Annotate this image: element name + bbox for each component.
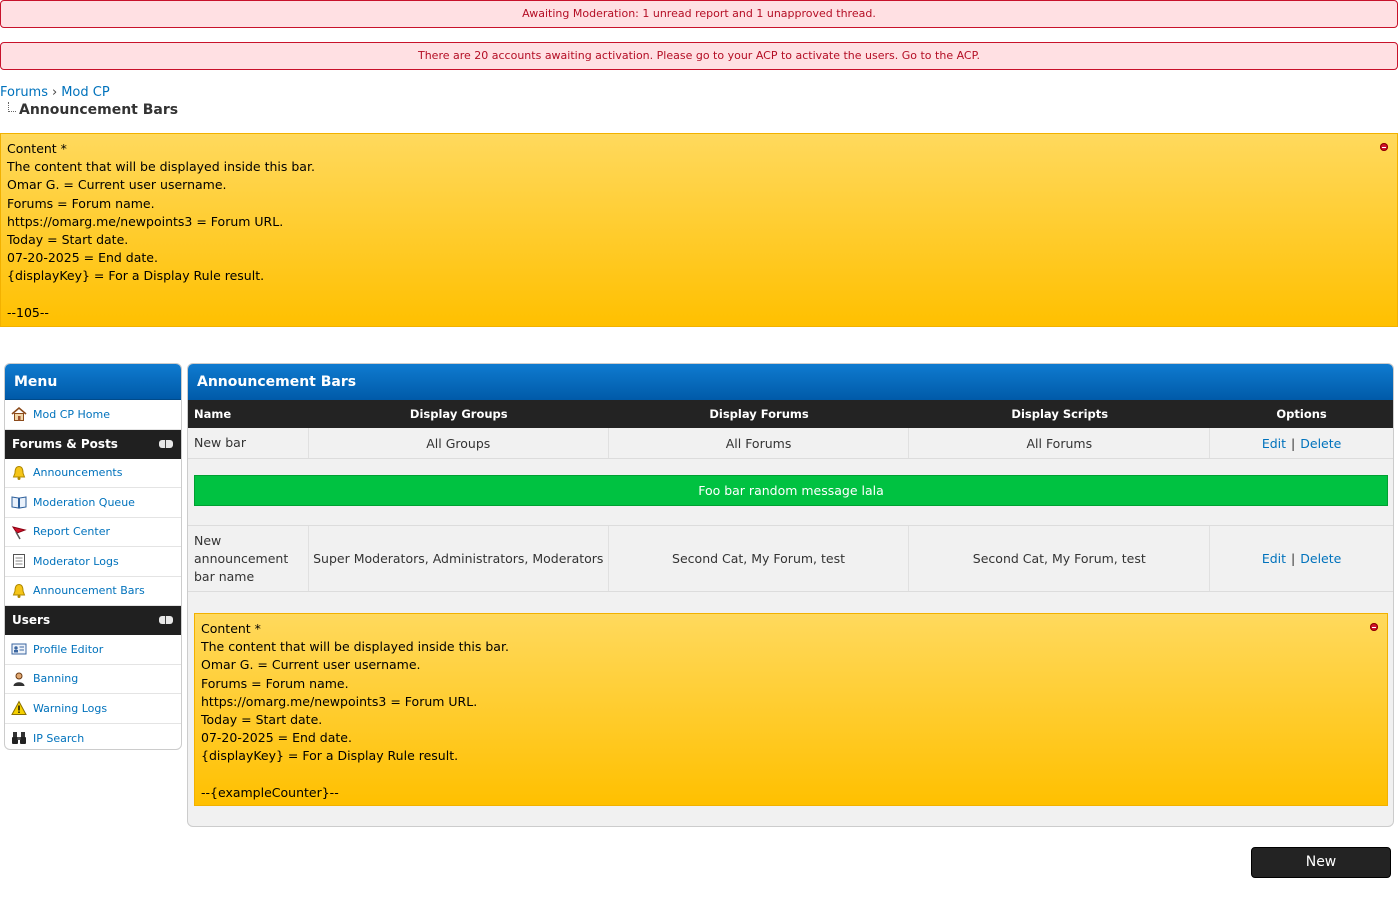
announcement-line: 07-20-2025 = End date. <box>201 730 352 746</box>
panel-title: Announcement Bars <box>188 364 1393 400</box>
menu-category-users[interactable] <box>5 606 181 635</box>
announcement-preview-bar: Foo bar random message lala <box>194 475 1388 506</box>
page-title: Announcement Bars <box>19 102 179 118</box>
table-row <box>188 525 1393 592</box>
menu-item-label[interactable]: Profile Editor <box>33 642 104 656</box>
delete-link[interactable]: Delete <box>1300 551 1342 566</box>
breadcrumb-tree-line <box>8 102 16 112</box>
announcement-line: --105-- <box>7 304 49 320</box>
collapse-toggle-icon[interactable] <box>159 440 173 448</box>
binoculars-icon <box>10 730 27 747</box>
dismiss-icon[interactable] <box>1380 143 1388 151</box>
cell-options <box>1210 526 1393 591</box>
announcement-line: Omar G. = Current user username. <box>201 657 421 673</box>
menu-category-forums-posts[interactable] <box>5 430 181 459</box>
cell-groups: All Groups <box>309 428 609 458</box>
column-header-name: Name <box>194 407 232 421</box>
collapse-toggle-icon[interactable] <box>159 616 173 624</box>
menu-item-announcements[interactable] <box>5 459 181 489</box>
menu-item-warning-logs[interactable] <box>5 694 181 724</box>
announcement-line: Omar G. = Current user username. <box>7 177 227 193</box>
announcement-line: Content * <box>201 621 261 636</box>
log-icon <box>10 553 27 570</box>
menu-item-label[interactable]: Report Center <box>33 525 110 539</box>
breadcrumb <box>0 85 110 100</box>
table-header <box>188 400 1393 428</box>
column-header-forums: Display Forums <box>709 407 809 421</box>
cell-scripts: All Forums <box>909 428 1210 458</box>
table-row <box>188 428 1393 459</box>
column-header-groups: Display Groups <box>409 407 508 421</box>
cell-scripts: Second Cat, My Forum, test <box>909 526 1210 591</box>
announcement-line: Forums = Forum name. <box>7 195 155 211</box>
modcp-menu <box>4 363 182 750</box>
menu-item-label[interactable]: Banning <box>33 672 79 686</box>
menu-item-profile-editor[interactable] <box>5 635 181 665</box>
options-separator: | <box>1291 435 1296 451</box>
announcement-line <box>7 286 1391 304</box>
announcement-bar-top <box>0 133 1398 327</box>
column-header-scripts: Display Scripts <box>1011 407 1109 421</box>
edit-link[interactable]: Edit <box>1261 435 1287 451</box>
cell-name: New announcement bar name <box>188 526 309 591</box>
menu-item-announcement-bars[interactable] <box>5 577 181 607</box>
announcement-line: Today = Start date. <box>7 231 129 247</box>
menu-item-report-center[interactable] <box>5 518 181 548</box>
menu-item-label[interactable]: Announcement Bars <box>33 584 145 598</box>
dismiss-icon[interactable] <box>1370 623 1378 631</box>
new-announcement-button[interactable]: New Announcement <box>1251 847 1391 878</box>
preview-row <box>188 459 1393 525</box>
cell-forums: All Forums <box>609 428 910 458</box>
announcement-line: {displayKey} = For a Display Rule result. <box>7 268 265 284</box>
column-header-options: Options <box>1276 407 1327 421</box>
activation-notice <box>0 42 1398 70</box>
breadcrumb-forums-link[interactable]: Forums <box>0 85 48 100</box>
cell-forums: Second Cat, My Forum, test <box>609 526 910 591</box>
announcement-line: Today = Start date. <box>201 711 323 727</box>
menu-item-label[interactable]: IP Search <box>33 731 85 745</box>
menu-category-title: Forums & Posts <box>12 436 118 451</box>
house-icon <box>10 406 27 423</box>
menu-item-label[interactable]: Moderation Queue <box>33 495 135 509</box>
menu-title: Menu <box>5 364 181 400</box>
announcement-line: --{exampleCounter}-- <box>201 784 339 800</box>
announcement-line: https://omarg.me/newpoints3 = Forum URL. <box>201 693 478 709</box>
breadcrumb-modcp-link[interactable]: Mod CP <box>61 85 110 100</box>
profile-card-icon <box>10 641 27 658</box>
announcement-line <box>201 766 1381 784</box>
announcement-line: The content that will be displayed inside this bar. <box>7 159 315 175</box>
bell-icon <box>10 582 27 599</box>
announcement-bar-preview <box>194 613 1388 806</box>
menu-item-label[interactable]: Mod CP Home <box>33 407 110 421</box>
edit-link[interactable]: Edit <box>1261 551 1287 566</box>
flag-icon <box>10 523 27 540</box>
menu-item-moderation-queue[interactable] <box>5 488 181 518</box>
activation-notice-text: There are 20 accounts awaiting activation. Please go to your ACP to activate the users. Go to the ACP. <box>417 49 981 62</box>
cell-options <box>1210 428 1393 458</box>
menu-item-moderator-logs[interactable] <box>5 547 181 577</box>
announcement-line: https://omarg.me/newpoints3 = Forum URL. <box>7 213 284 229</box>
delete-link[interactable]: Delete <box>1300 435 1342 451</box>
menu-item-label[interactable]: Announcements <box>33 466 123 480</box>
announcement-line: The content that will be displayed inside this bar. <box>201 639 509 655</box>
menu-item-label[interactable]: Warning Logs <box>33 701 108 715</box>
menu-item-banning[interactable] <box>5 665 181 695</box>
announcement-line: Forums = Forum name. <box>201 675 349 691</box>
moderation-notice-text: Awaiting Moderation: 1 unread report and 1 unapproved thread. <box>522 7 876 20</box>
warning-icon <box>10 700 27 717</box>
book-icon <box>10 494 27 511</box>
bell-icon <box>10 464 27 481</box>
user-icon <box>10 670 27 687</box>
moderation-notice <box>0 0 1398 28</box>
breadcrumb-separator: › <box>52 85 58 100</box>
announcement-line: {displayKey} = For a Display Rule result. <box>201 748 459 764</box>
menu-item-label[interactable]: Moderator Logs <box>33 554 119 568</box>
menu-item-modcp-home[interactable] <box>5 400 181 430</box>
cell-name: New bar <box>188 428 309 458</box>
announcement-line: Content * <box>7 141 67 156</box>
cell-groups: Super Moderators, Administrators, Moderators <box>309 526 609 591</box>
menu-item-ip-search[interactable] <box>5 724 181 751</box>
menu-category-title: Users <box>12 613 51 627</box>
announcement-line: 07-20-2025 = End date. <box>7 250 158 266</box>
options-separator: | <box>1291 551 1296 566</box>
